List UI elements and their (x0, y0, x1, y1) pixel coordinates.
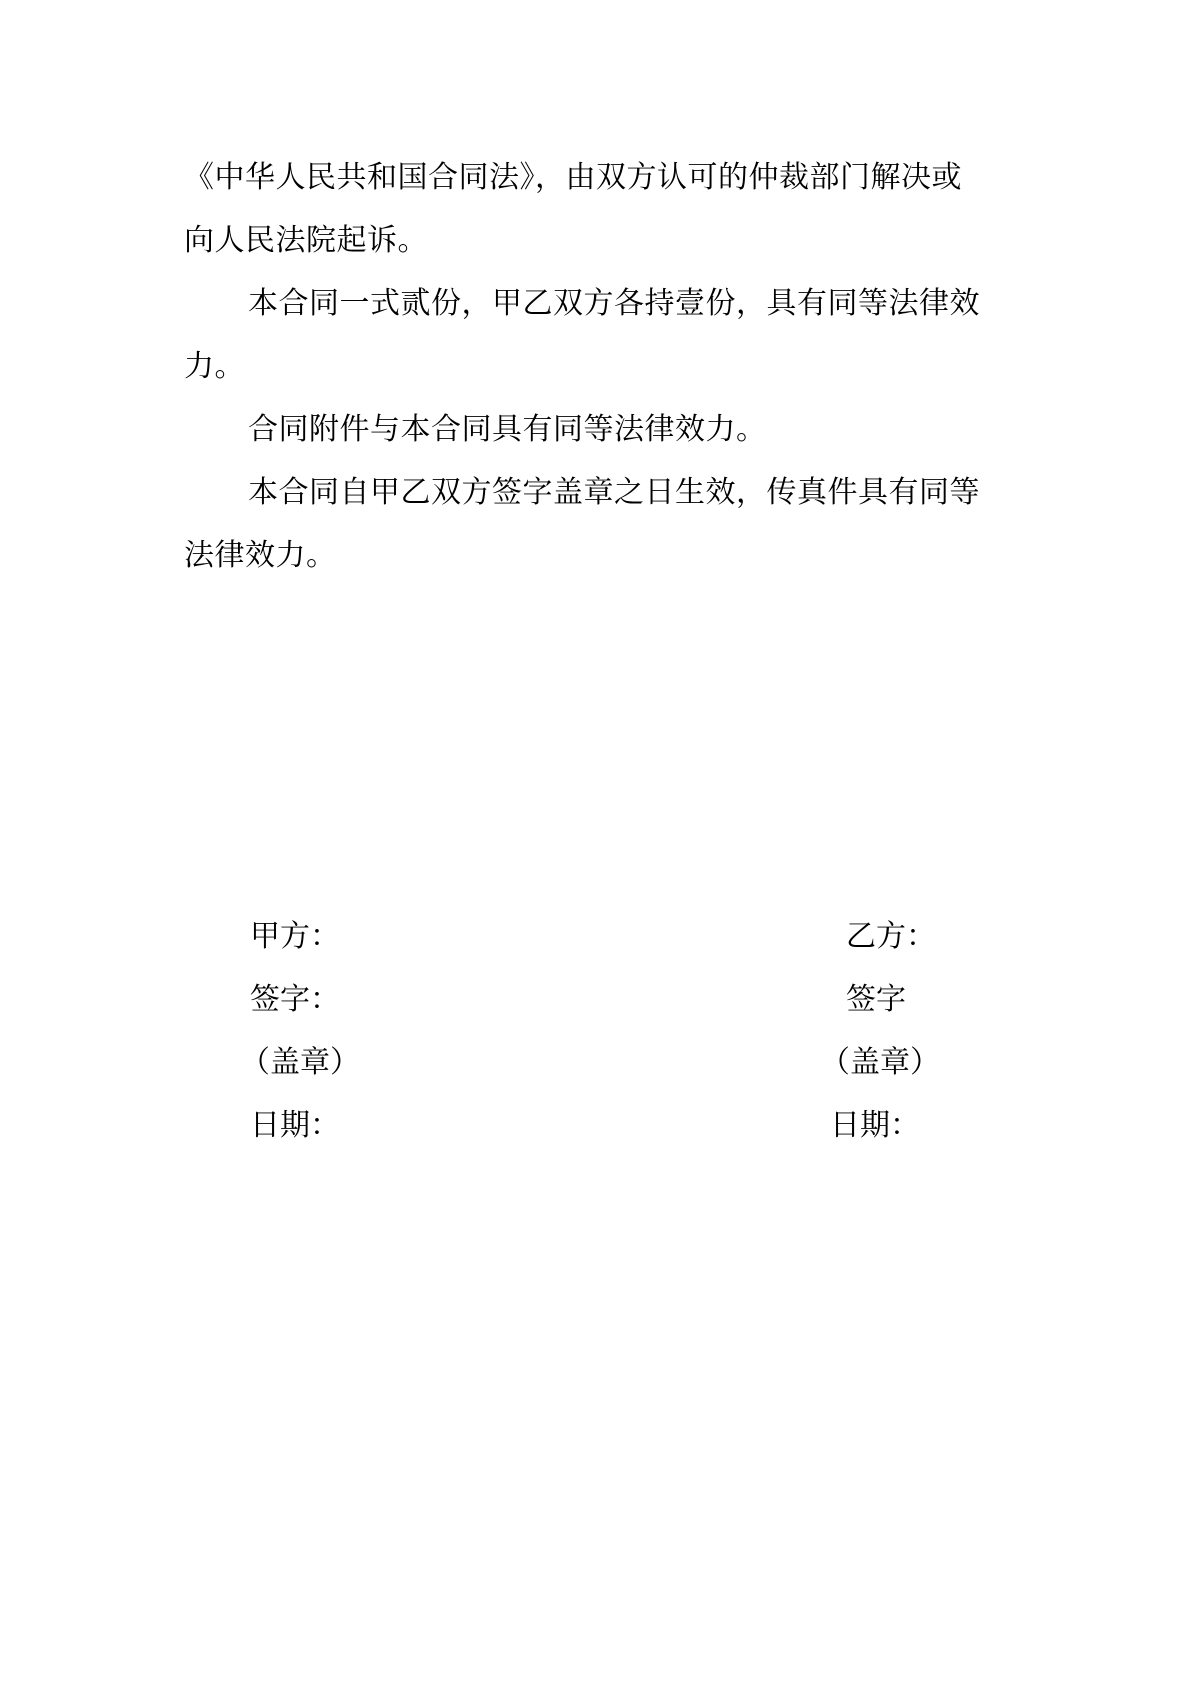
party-b-sign-label: 签字 (846, 982, 906, 1017)
party-b-date-label: 日期： (830, 1108, 920, 1143)
party-a-date-label: 日期： (250, 1108, 340, 1143)
party-a-sign-label: 签字： (250, 982, 340, 1017)
contract-text-line-5: 合同附件与本合同具有同等法律效力。 (248, 412, 767, 447)
party-b-seal-label: （盖章） (820, 1045, 940, 1080)
contract-text-line-3: 本合同一式贰份，甲乙双方各持壹份，具有同等法律效 (248, 286, 980, 321)
party-a-label: 甲方： (250, 919, 340, 954)
contract-text-line-2: 向人民法院起诉。 (184, 223, 428, 258)
party-a-seal-label: （盖章） (240, 1045, 360, 1080)
contract-text-line-6: 本合同自甲乙双方签字盖章之日生效，传真件具有同等 (248, 475, 980, 510)
party-b-label: 乙方： (846, 919, 936, 954)
contract-text-line-7: 法律效力。 (184, 538, 337, 573)
contract-text-line-4: 力。 (184, 349, 245, 384)
contract-text-line-1: 《中华人民共和国合同法》，由双方认可的仲裁部门解决或 (184, 160, 962, 195)
